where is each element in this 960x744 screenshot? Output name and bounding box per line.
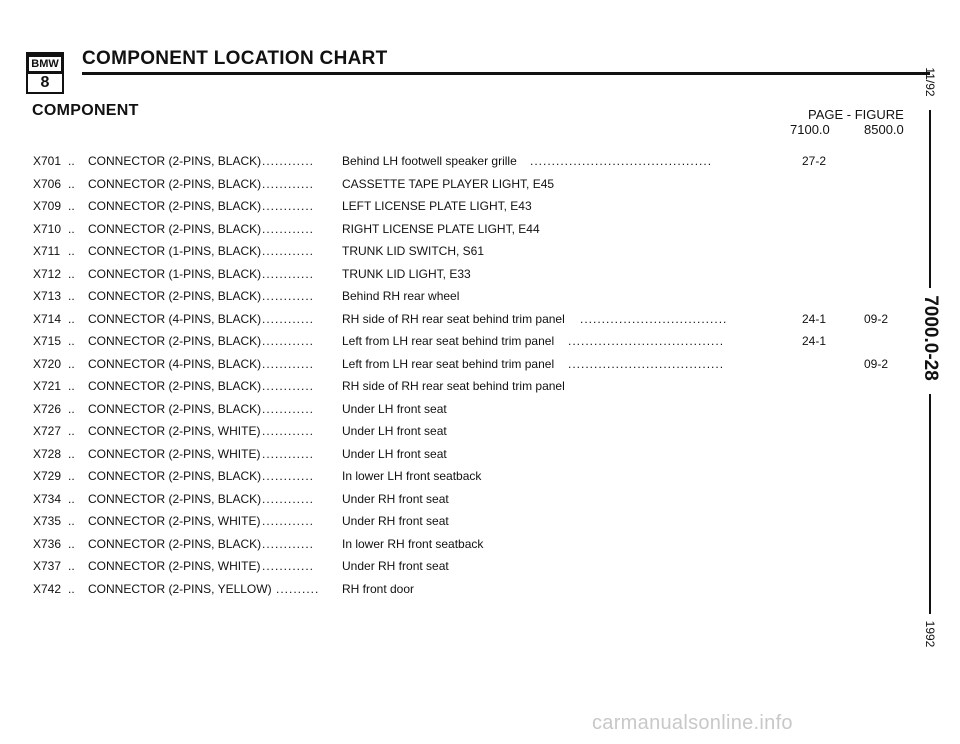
leader-dots: ....................................: [568, 356, 725, 371]
leader-dots: ..: [68, 514, 75, 528]
component-location: In lower LH front seatback: [342, 469, 482, 483]
component-location: In lower RH front seatback: [342, 536, 484, 551]
table-row: [0, 267, 960, 285]
component-id: X736: [33, 536, 62, 551]
figure-reference: 09-2: [864, 356, 889, 371]
connector-description: CONNECTOR (2-PINS, WHITE): [88, 446, 261, 461]
component-location: Under RH front seat: [342, 559, 449, 573]
component-id: X711: [33, 244, 61, 258]
table-row: [0, 469, 960, 487]
connector-description: CONNECTOR (4-PINS, BLACK): [88, 311, 262, 326]
component-location: Left from LH rear seat behind trim panel: [342, 356, 555, 371]
connector-description: CONNECTOR (2-PINS, BLACK): [88, 154, 262, 168]
component-location: CASSETTE TAPE PLAYER LIGHT, E45: [342, 176, 555, 191]
component-id: X726: [33, 401, 62, 416]
title-underline: [82, 72, 930, 75]
component-location: TRUNK LID LIGHT, E33: [342, 266, 471, 281]
component-location: Under LH front seat: [342, 446, 447, 461]
component-id: X709: [33, 199, 62, 213]
leader-dots: ..: [68, 401, 75, 416]
connector-description: CONNECTOR (2-PINS, BLACK): [88, 334, 262, 348]
table-row: [0, 312, 960, 330]
page-figure-heading: PAGE - FIGURE: [808, 107, 904, 122]
leader-dots: ..: [68, 559, 75, 573]
component-id: X714: [33, 311, 62, 326]
leader-dots: ............: [262, 469, 315, 483]
figure-number-heading: 8500.0: [864, 122, 904, 137]
leader-dots: ..: [68, 289, 75, 303]
page-number-heading: 7100.0: [790, 122, 830, 137]
leader-dots: ............: [262, 244, 315, 258]
page-reference: 24-1: [802, 334, 827, 348]
table-row: [0, 357, 960, 375]
side-rule-bottom: [929, 394, 931, 614]
leader-dots: ..: [68, 266, 75, 281]
connector-description: CONNECTOR (2-PINS, YELLOW): [88, 581, 272, 596]
leader-dots: ..: [68, 356, 75, 371]
leader-dots: ....................................: [568, 334, 725, 348]
table-row: [0, 559, 960, 577]
component-id: X715: [33, 334, 62, 348]
connector-description: CONNECTOR (2-PINS, WHITE): [88, 424, 261, 438]
leader-dots: ..: [68, 154, 75, 168]
table-row: [0, 492, 960, 510]
component-id: X701: [33, 154, 62, 168]
component-location: Under LH front seat: [342, 424, 447, 438]
leader-dots: ............: [262, 491, 315, 506]
component-location: Left from LH rear seat behind trim panel: [342, 334, 555, 348]
component-id: X729: [33, 469, 62, 483]
connector-description: CONNECTOR (2-PINS, WHITE): [88, 559, 261, 573]
component-location: Behind LH footwell speaker grille: [342, 154, 517, 168]
table-row: [0, 154, 960, 172]
component-location: LEFT LICENSE PLATE LIGHT, E43: [342, 199, 532, 213]
logo-model-text: 8: [26, 72, 64, 94]
leader-dots: ............: [262, 536, 315, 551]
section-page-code: 7000.0-28: [920, 295, 941, 381]
revision-date: 11/92: [923, 67, 937, 97]
table-row: [0, 402, 960, 420]
leader-dots: ..: [68, 334, 75, 348]
component-id: X720: [33, 356, 62, 371]
leader-dots: ..: [68, 536, 75, 551]
leader-dots: ............: [262, 221, 315, 236]
table-row: [0, 334, 960, 352]
leader-dots: ..........................................: [530, 154, 713, 168]
table-row: [0, 379, 960, 397]
component-id: X728: [33, 446, 62, 461]
leader-dots: ..: [68, 469, 75, 483]
side-rule-top: [929, 110, 931, 288]
component-id: X712: [33, 266, 62, 281]
leader-dots: ............: [262, 356, 315, 371]
connector-description: CONNECTOR (2-PINS, WHITE): [88, 514, 261, 528]
component-location: Under LH front seat: [342, 401, 447, 416]
connector-description: CONNECTOR (2-PINS, BLACK): [88, 289, 262, 303]
leader-dots: ..................................: [580, 311, 728, 326]
connector-description: CONNECTOR (2-PINS, BLACK): [88, 199, 262, 213]
leader-dots: ..: [68, 379, 75, 393]
component-location: RH side of RH rear seat behind trim panel: [342, 379, 565, 393]
figure-reference: 09-2: [864, 311, 889, 326]
connector-description: CONNECTOR (2-PINS, BLACK): [88, 491, 262, 506]
connector-description: CONNECTOR (2-PINS, BLACK): [88, 536, 262, 551]
component-id: X727: [33, 424, 62, 438]
watermark-text: carmanualsonline.info: [592, 712, 793, 734]
table-row: [0, 447, 960, 465]
connector-description: CONNECTOR (2-PINS, BLACK): [88, 469, 262, 483]
page-reference: 24-1: [802, 311, 827, 326]
component-id: X734: [33, 491, 62, 506]
leader-dots: ............: [262, 424, 315, 438]
leader-dots: ............: [262, 379, 315, 393]
table-row: [0, 244, 960, 262]
leader-dots: ..: [68, 244, 75, 258]
component-id: X710: [33, 221, 62, 236]
leader-dots: ............: [262, 311, 315, 326]
leader-dots: ............: [262, 266, 315, 281]
leader-dots: ............: [262, 176, 315, 191]
table-row: [0, 582, 960, 600]
leader-dots: ............: [262, 334, 315, 348]
leader-dots: ............: [262, 559, 315, 573]
table-row: [0, 177, 960, 195]
connector-description: CONNECTOR (4-PINS, BLACK): [88, 356, 262, 371]
table-row: [0, 537, 960, 555]
table-row: [0, 199, 960, 217]
leader-dots: ..........: [276, 581, 320, 596]
connector-description: CONNECTOR (2-PINS, BLACK): [88, 221, 262, 236]
component-location: Under RH front seat: [342, 514, 449, 528]
component-column-heading: COMPONENT: [32, 102, 139, 119]
side-margin: [918, 48, 942, 668]
leader-dots: ............: [262, 154, 315, 168]
component-id: X742: [33, 581, 62, 596]
table-row: [0, 222, 960, 240]
connector-description: CONNECTOR (2-PINS, BLACK): [88, 401, 262, 416]
leader-dots: ............: [262, 289, 315, 303]
component-location: Behind RH rear wheel: [342, 289, 460, 303]
table-row: [0, 514, 960, 532]
leader-dots: ..: [68, 491, 75, 506]
bmw-8-logo: [26, 52, 62, 92]
leader-dots: ............: [262, 446, 315, 461]
component-id: X706: [33, 176, 62, 191]
component-location: RIGHT LICENSE PLATE LIGHT, E44: [342, 221, 540, 236]
component-id: X713: [33, 289, 62, 303]
connector-description: CONNECTOR (1-PINS, BLACK): [88, 244, 262, 258]
leader-dots: ..: [68, 581, 75, 596]
connector-description: CONNECTOR (1-PINS, BLACK): [88, 266, 262, 281]
page-reference: 27-2: [802, 154, 827, 168]
connector-description: CONNECTOR (2-PINS, BLACK): [88, 379, 262, 393]
component-id: X721: [33, 379, 62, 393]
table-row: [0, 424, 960, 442]
leader-dots: ..: [68, 446, 75, 461]
leader-dots: ..: [68, 311, 75, 326]
leader-dots: ............: [262, 401, 315, 416]
leader-dots: ..: [68, 424, 75, 438]
logo-brand-text: BMW: [31, 58, 59, 70]
connector-description: CONNECTOR (2-PINS, BLACK): [88, 176, 262, 191]
document-title: COMPONENT LOCATION CHART: [82, 48, 388, 69]
component-location: RH side of RH rear seat behind trim panel: [342, 311, 565, 326]
component-location: TRUNK LID SWITCH, S61: [342, 244, 485, 258]
leader-dots: ..: [68, 176, 75, 191]
component-id: X735: [33, 514, 62, 528]
leader-dots: ............: [262, 199, 315, 213]
leader-dots: ..: [68, 199, 75, 213]
component-location: Under RH front seat: [342, 491, 449, 506]
model-year: 1992: [923, 620, 937, 648]
leader-dots: ..: [68, 221, 75, 236]
component-id: X737: [33, 559, 62, 573]
component-location: RH front door: [342, 581, 415, 596]
leader-dots: ............: [262, 514, 315, 528]
table-row: [0, 289, 960, 307]
